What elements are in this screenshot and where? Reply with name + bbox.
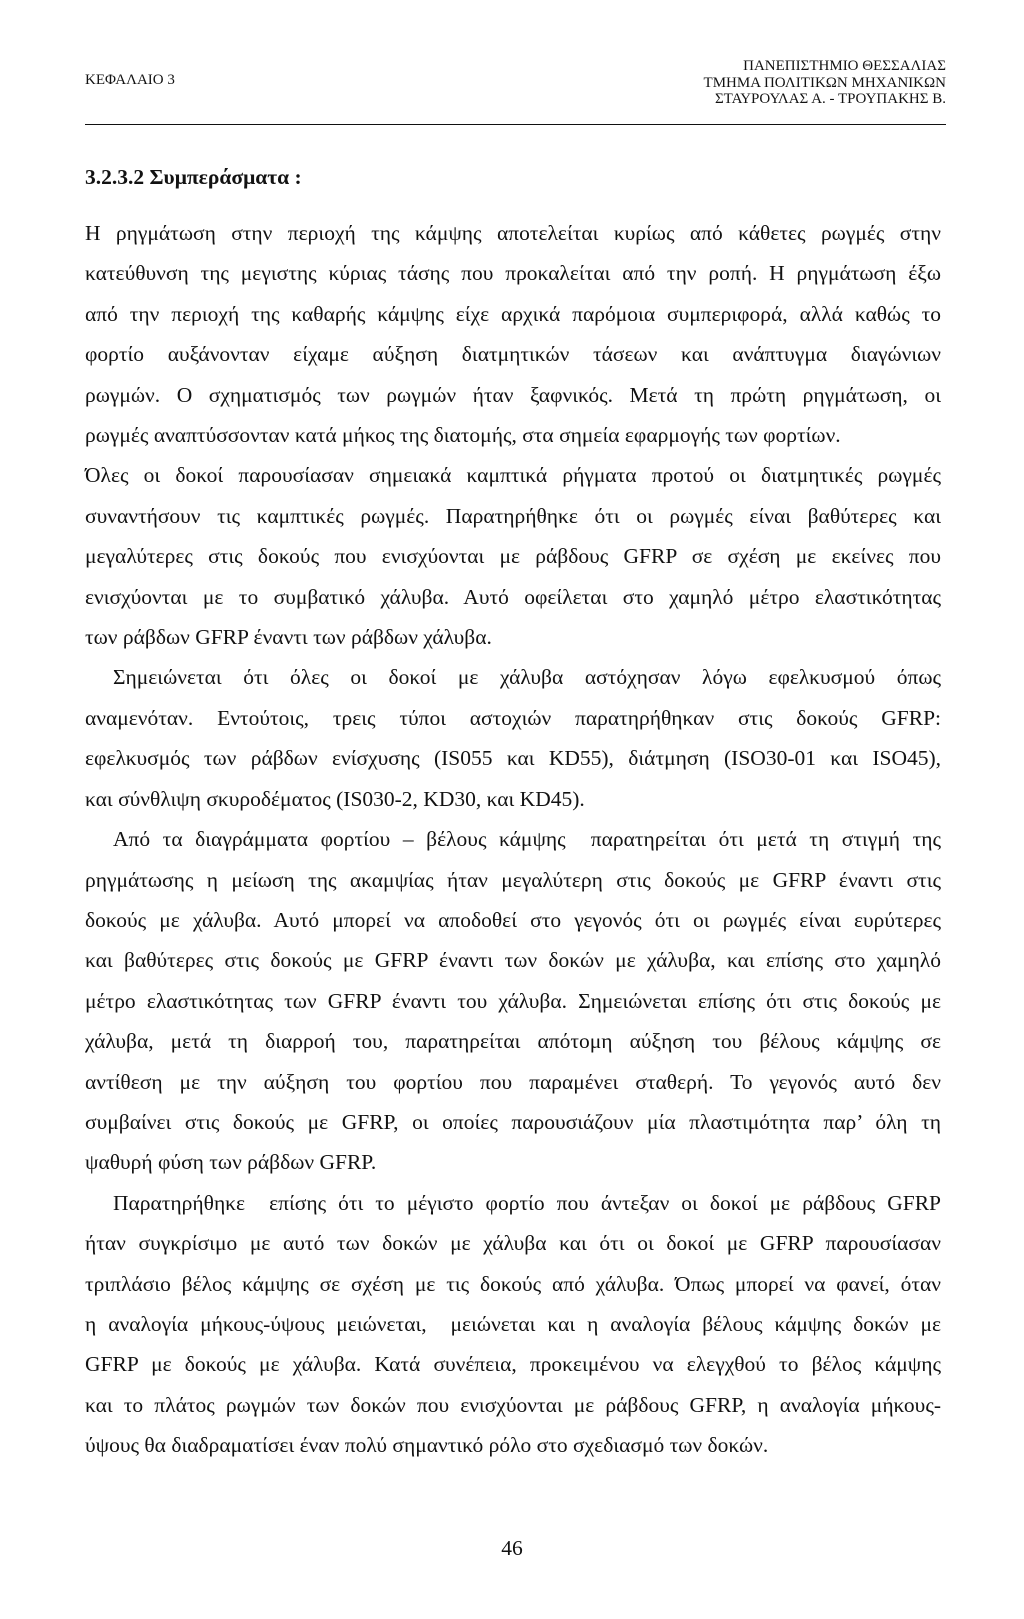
paragraph-line: ενισχύονται με το συμβατικό χάλυβα. Αυτό οφείλεται στο χαμηλό μέτρο ελαστικότητας	[85, 584, 941, 609]
paragraph-line: Όλες οι δοκοί παρουσίασαν σημειακά καμπτικά ρήγματα προτού οι διατμητικές ρωγμές	[85, 463, 941, 488]
paragraph-line: ήταν συγκρίσιμο με αυτό των δοκών με χάλυβα και ότι οι δοκοί με GFRP παρουσίασαν	[85, 1231, 941, 1256]
paragraph	[85, 1183, 941, 1466]
paragraph-line: Η ρηγμάτωση στην περιοχή της κάμψης αποτελείται κυρίως από κάθετες ρωγμές στην	[85, 221, 941, 245]
paragraph	[85, 657, 941, 819]
paragraph-line: ύψους θα διαδραματίσει έναν πολύ σημαντικό ρόλο στο σχεδιασμό των δοκών.	[85, 1433, 769, 1458]
paragraph-line: αντίθεση με την αύξηση του φορτίου που παραμένει σταθερή. Το γεγονός αυτό δεν	[85, 1069, 941, 1094]
paragraph-line: ρηγμάτωσης η μείωση της ακαμψίας ήταν μεγαλύτερη στις δοκούς με GFRP έναντι στις	[85, 867, 941, 892]
paragraph-line: ρωγμές αναπτύσσονταν κατά μήκος της διατομής, στα σημεία εφαρμογής των φορτίων.	[85, 423, 841, 448]
paragraph	[85, 819, 941, 1183]
paragraph-line: συναντήσουν τις καμπτικές ρωγμές. Παρατηρήθηκε ότι οι ρωγμές είναι βαθύτερες και	[85, 503, 941, 528]
paragraph-line: Από τα διαγράμματα φορτίου – βέλους κάμψης παρατηρείται ότι μετά τη στιγμή της	[113, 827, 941, 852]
paragraph	[85, 455, 941, 657]
university-name: ΠΑΝΕΠΙΣΤΗΜΙΟ ΘΕΣΣΑΛΙΑΣ	[743, 58, 946, 74]
paragraph-line: κατεύθυνση της μεγιστης κύριας τάσης που προκαλείται από την ροπή. Η ρηγμάτωση έξω	[85, 261, 941, 286]
paragraph-line: Παρατηρήθηκε επίσης ότι το μέγιστο φορτίο που άντεξαν οι δοκοί με ράβδους GFRP	[113, 1190, 941, 1215]
paragraph-line: μέτρο ελαστικότητας των GFRP έναντι του χάλυβα. Σημειώνεται επίσης ότι στις δοκούς με	[85, 988, 941, 1013]
paragraph-line: ρωγμών. Ο σχηματισμός των ρωγμών ήταν ξαφνικός. Μετά τη πρώτη ρηγμάτωση, οι	[85, 382, 941, 407]
header-divider	[85, 124, 946, 125]
paragraph-line: χάλυβα, μετά τη διαρροή του, παρατηρείται απότομη αύξηση του βέλους κάμψης σε	[85, 1029, 941, 1054]
paragraph-line: Σημειώνεται ότι όλες οι δοκοί με χάλυβα αστόχησαν λόγω εφελκυσμού όπως	[113, 665, 941, 690]
paragraph	[85, 213, 941, 455]
paragraph-line: συμβαίνει στις δοκούς με GFRP, οι οποίες παρουσιάζουν μία πλαστιμότητα παρ’ όλη τη	[85, 1109, 941, 1134]
page-number: 46	[501, 1536, 523, 1560]
section-heading: 3.2.3.2 Συμπεράσματα :	[85, 165, 302, 189]
paragraph-line: η αναλογία μήκους-ύψους μειώνεται, μειώνεται και η αναλογία βέλους κάμψης δοκών με	[85, 1311, 941, 1336]
paragraph-line: εφελκυσμός των ράβδων ενίσχυσης (IS055 και KD55), διάτμηση (ISO30-01 και ISO45),	[85, 746, 941, 771]
paragraph-line: αναμενόταν. Εντούτοις, τρεις τύποι αστοχιών παρατηρήθηκαν στις δοκούς GFRP:	[85, 705, 941, 730]
paragraph-line: και το πλάτος ρωγμών των δοκών που ενισχύονται με ράβδους GFRP, η αναλογία μήκους-	[85, 1392, 941, 1417]
paragraph-line: από την περιοχή της καθαρής κάμψης είχε αρχικά παρόμοια συμπεριφορά, αλλά καθώς το	[85, 301, 941, 326]
chapter-label: ΚΕΦΑΛΑΙΟ 3	[85, 72, 175, 88]
department-name: ΤΜΗΜΑ ΠΟΛΙΤΙΚΩΝ ΜΗΧΑΝΙΚΩΝ	[703, 74, 946, 91]
paragraph-line: μεγαλύτερες στις δοκούς που ενισχύονται με ράβδους GFRP σε σχέση με εκείνες που	[85, 544, 941, 569]
paragraph-line: φορτίο αυξάνονταν είχαμε αύξηση διατμητικών τάσεων και ανάπτυγμα διαγώνιων	[85, 342, 941, 367]
paragraph-line: των ράβδων GFRP έναντι των ράβδων χάλυβα.	[85, 625, 492, 650]
paragraph-line: ψαθυρή φύση των ράβδων GFRP.	[85, 1150, 377, 1175]
body-text	[85, 213, 941, 1466]
running-header	[704, 58, 946, 108]
paragraph-line: και βαθύτερες στις δοκούς με GFRP έναντι των δοκών με χάλυβα, και επίσης στο χαμηλό	[85, 948, 941, 973]
paragraph-line: και σύνθλιψη σκυροδέματος (IS030-2, KD30, και KD45).	[85, 786, 585, 811]
authors-line: ΣΤΑΥΡΟΥΛΑΣ Α. - ΤΡΟΥΠΑΚΗΣ Β.	[714, 91, 946, 107]
paragraph-line: δοκούς με χάλυβα. Αυτό μπορεί να αποδοθεί στο γεγονός ότι οι ρωγμές είναι ευρύτερες	[85, 907, 941, 932]
paragraph-line: τριπλάσιο βέλος κάμψης σε σχέση με τις δοκούς από χάλυβα. Όπως μπορεί να φανεί, όταν	[85, 1271, 941, 1296]
paragraph-line: GFRP με δοκούς με χάλυβα. Κατά συνέπεια, προκειμένου να ελεγχθού το βέλος κάμψης	[85, 1352, 941, 1377]
